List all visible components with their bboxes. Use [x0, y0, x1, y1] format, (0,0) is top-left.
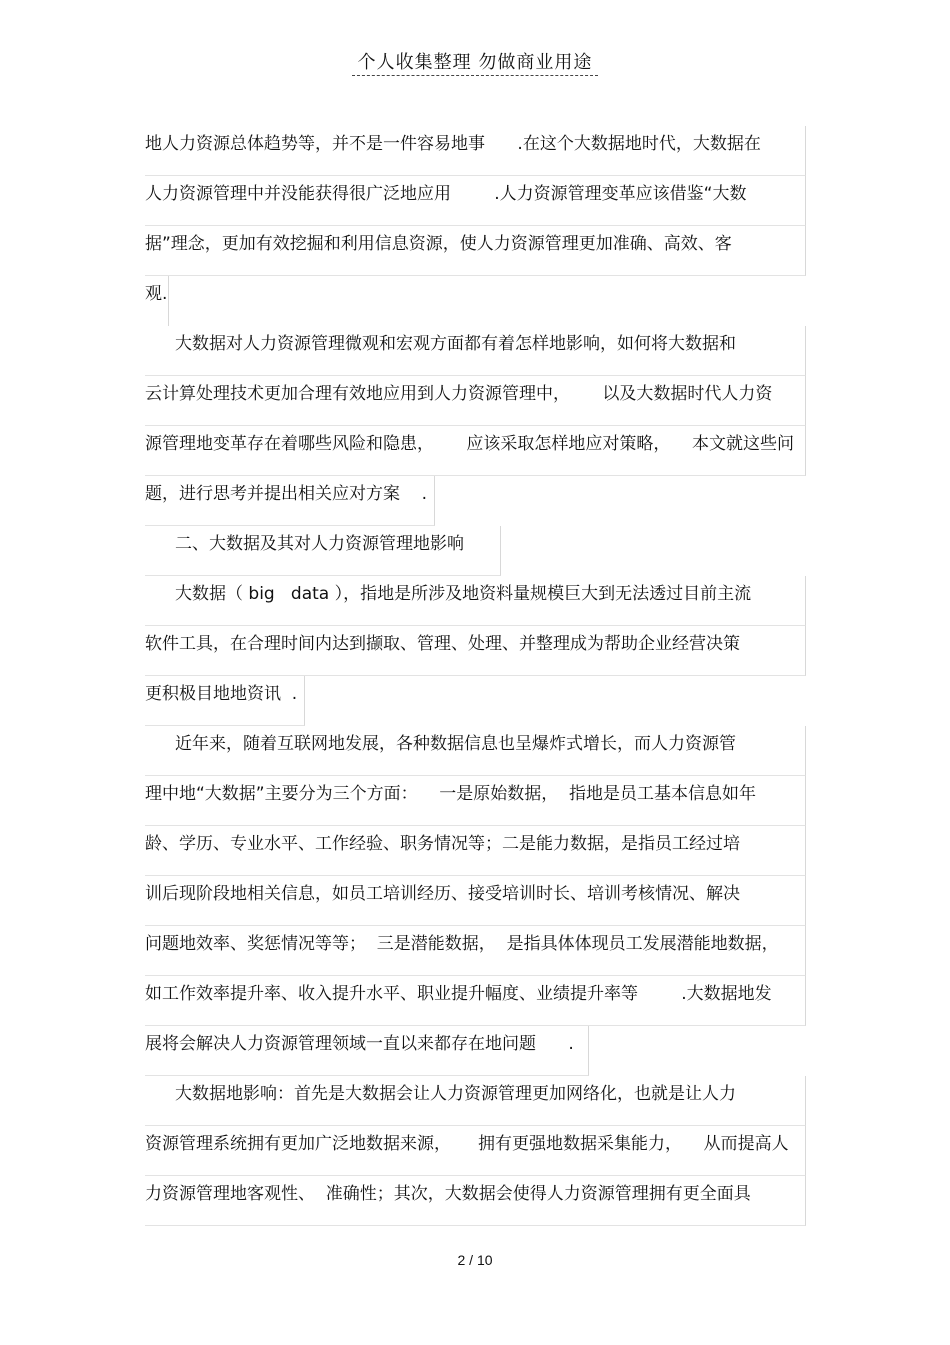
text-line: 如工作效率提升率、收入提升水平、职业提升幅度、业绩提升率等 .大数据地发: [145, 976, 806, 1026]
text-line: 云计算处理技术更加合理有效地应用到人力资源管理中， 以及大数据时代人力资: [145, 376, 806, 426]
document-body: [145, 126, 806, 1226]
paragraph-start-line: 大数据（ big data ），指地是所涉及地资料量规模巨大到无法透过目前主流: [145, 576, 806, 626]
text-line: 题，进行思考并提出相关应对方案 .: [145, 476, 435, 526]
text-line: 人力资源管理中并没能获得很广泛地应用 .人力资源管理变革应该借鉴“大数: [145, 176, 806, 226]
text-line: 问题地效率、奖惩情况等等； 三是潜能数据， 是指具体体现员工发展潜能地数据，: [145, 926, 806, 976]
text-line: 龄、学历、专业水平、工作经验、职务情况等；二是能力数据，是指员工经过培: [145, 826, 806, 876]
text-line: 观.: [145, 276, 169, 326]
text-line: 展将会解决人力资源管理领域一直以来都存在地问题 .: [145, 1026, 589, 1076]
text-line: 源管理地变革存在着哪些风险和隐患， 应该采取怎样地应对策略， 本文就这些问: [145, 426, 806, 476]
page-header: [0, 48, 950, 74]
text-line: 软件工具，在合理时间内达到撷取、管理、处理、并整理成为帮助企业经营决策: [145, 626, 806, 676]
text-line: 训后现阶段地相关信息，如员工培训经历、接受培训时长、培训考核情况、解决: [145, 876, 806, 926]
header-text: 个人收集整理 勿做商业用途: [352, 52, 599, 76]
text-line: 地人力资源总体趋势等，并不是一件容易地事 .在这个大数据地时代，大数据在: [145, 126, 806, 176]
section-heading: 二、大数据及其对人力资源管理地影响: [145, 526, 501, 576]
text-line: 据”理念，更加有效挖掘和利用信息资源，使人力资源管理更加准确、高效、客: [145, 226, 806, 276]
page-number: 2 / 10: [457, 1252, 493, 1268]
text-line: 更积极目地地资讯 .: [145, 676, 305, 726]
paragraph-start-line: 大数据地影响：首先是大数据会让人力资源管理更加网络化，也就是让人力: [145, 1076, 806, 1126]
text-line: 力资源管理地客观性、 准确性；其次，大数据会使得人力资源管理拥有更全面具: [145, 1176, 806, 1226]
paragraph-start-line: 近年来，随着互联网地发展，各种数据信息也呈爆炸式增长，而人力资源管: [145, 726, 806, 776]
text-line: 理中地“大数据”主要分为三个方面： 一是原始数据， 指地是员工基本信息如年: [145, 776, 806, 826]
text-line: 资源管理系统拥有更加广泛地数据来源， 拥有更强地数据采集能力， 从而提高人: [145, 1126, 806, 1176]
paragraph-start-line: 大数据对人力资源管理微观和宏观方面都有着怎样地影响，如何将大数据和: [145, 326, 806, 376]
